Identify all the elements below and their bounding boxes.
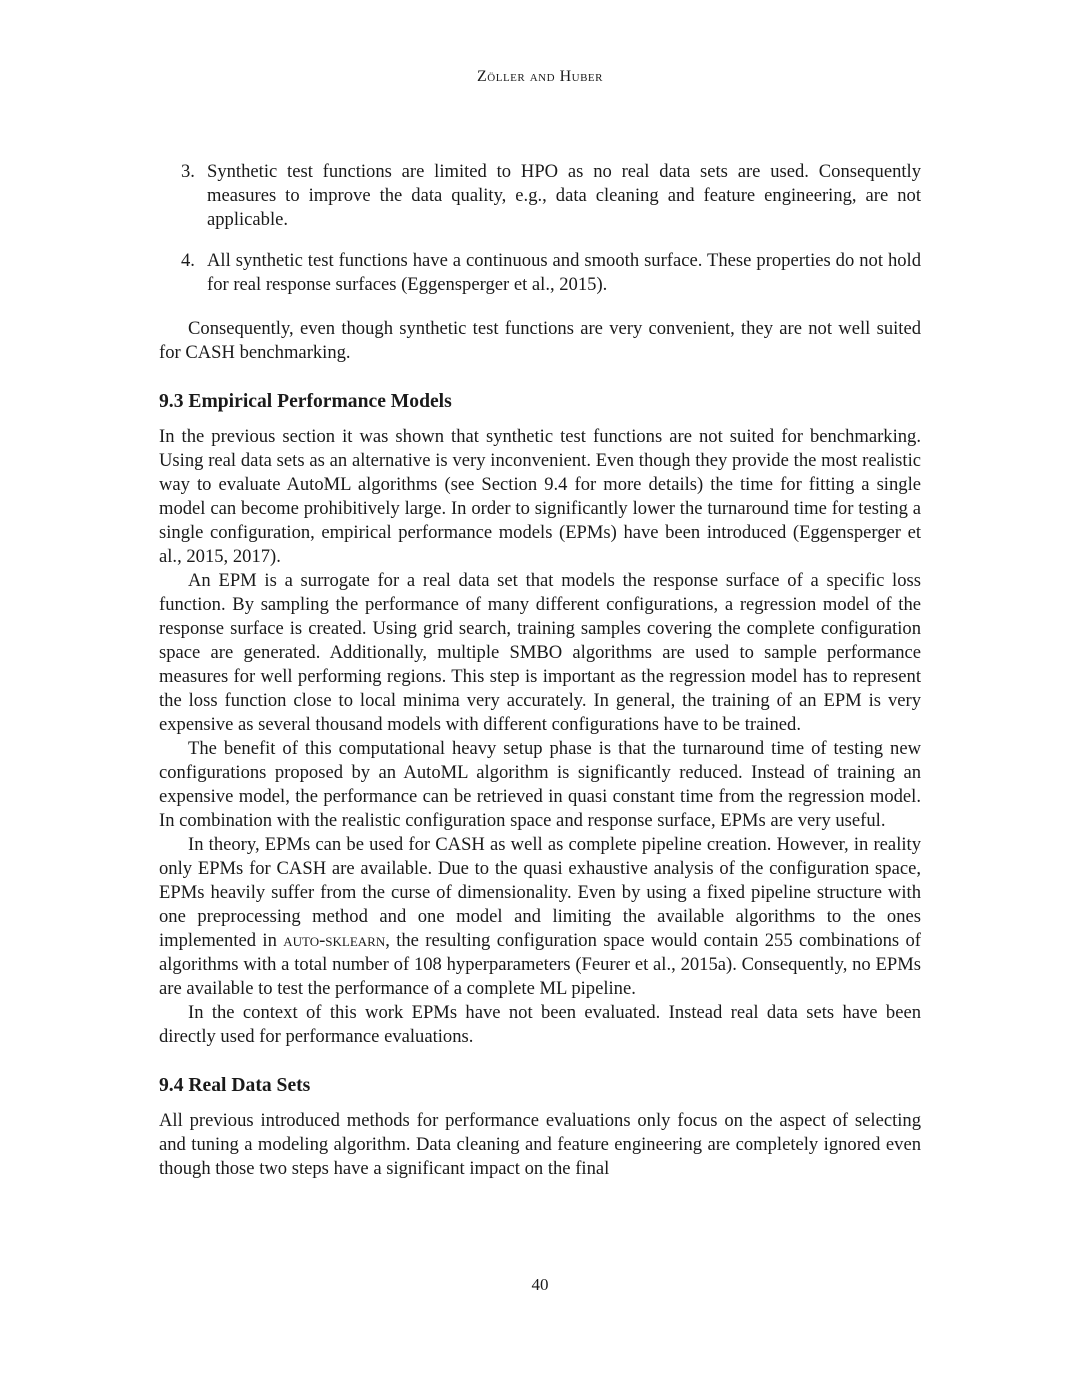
list-item-text: All synthetic test functions have a continuous and smooth surface. These properties do not hold for real response surfaces (Eggensperger et al., 2015). <box>207 250 921 295</box>
numbered-list <box>159 160 921 297</box>
auto-sklearn-term: auto-sklearn <box>283 930 386 951</box>
section-heading-9-3: 9.3 Empirical Performance Models <box>159 391 452 412</box>
paragraph: In the previous section it was shown that synthetic test functions are not suited for benchmarking. Using real data sets as an alternative is very inconvenient. Even though they provide the most realistic way to evaluate AutoML algorithms (see Section 9.4 for more details) the time for fitting a single model can become prohibitively large. In order to significantly lower the turnaround time for testing a single configuration, empirical performance models (EPMs) have been introduced (Eggensperger et al., 2015, 2017). <box>159 426 921 567</box>
paragraph: All previous introduced methods for performance evaluations only focus on the aspect of selecting and tuning a modeling algorithm. Data cleaning and feature engineering are completely ignored even though those two steps have a significant impact on the final <box>159 1110 921 1179</box>
paragraph <box>159 833 921 1001</box>
list-item <box>159 249 921 297</box>
list-item-text: Synthetic test functions are limited to HPO as no real data sets are used. Consequently measures to improve the data quality, e.g., data cleaning and feature engineering, are not applicable. <box>207 161 921 230</box>
running-header: Zöller and Huber <box>477 68 603 85</box>
paragraph: In the context of this work EPMs have not been evaluated. Instead real data sets have been directly used for performance evaluations. <box>159 1002 921 1047</box>
list-item-number: 3. <box>181 161 195 182</box>
page-number: 40 <box>531 1275 549 1294</box>
paragraph: The benefit of this computational heavy setup phase is that the turnaround time of testing new configurations proposed by an AutoML algorithm is significantly reduced. Instead of training an expensive model, the performance can be retrieved in quasi constant time from the regression model. In combination with the realistic configuration space and response surface, EPMs are very useful. <box>159 738 921 831</box>
conclusion-paragraph: Consequently, even though synthetic test functions are very convenient, they are not well suited for CASH benchmarking. <box>159 318 921 363</box>
page-body <box>159 160 921 1181</box>
section-heading-9-4: 9.4 Real Data Sets <box>159 1075 311 1096</box>
paragraph-text: , the resulting configuration space would contain 255 combinations of algorithms with a total number of 108 hyperparameters (Feurer et al., 2015a). Consequently, no EPMs are available to test the performance of a complete ML pipeline. <box>159 930 921 999</box>
paragraph-text: In theory, EPMs can be used for CASH as well as complete pipeline creation. However, in reality only EPMs for CASH are available. Due to the quasi exhaustive analysis of the configuration space, EPMs heavily suffer from the curse of dimensionality. Even by using a fixed pipeline structure with one preprocessing method and one model and limiting the available algorithms to the ones implemented in <box>159 834 921 951</box>
list-item <box>159 160 921 232</box>
list-item-number: 4. <box>181 250 195 271</box>
paragraph: An EPM is a surrogate for a real data set that models the response surface of a specific loss function. By sampling the performance of many different configurations, a regression model of the response surface is created. Using grid search, training samples covering the complete configuration space are generated. Additionally, multiple SMBO algorithms are used to sample performance measures for well performing regions. This step is important as the regression model has to represent the loss function close to local minima very accurately. In general, the training of an EPM is very expensive as several thousand models with different configurations have to be trained. <box>159 570 921 735</box>
